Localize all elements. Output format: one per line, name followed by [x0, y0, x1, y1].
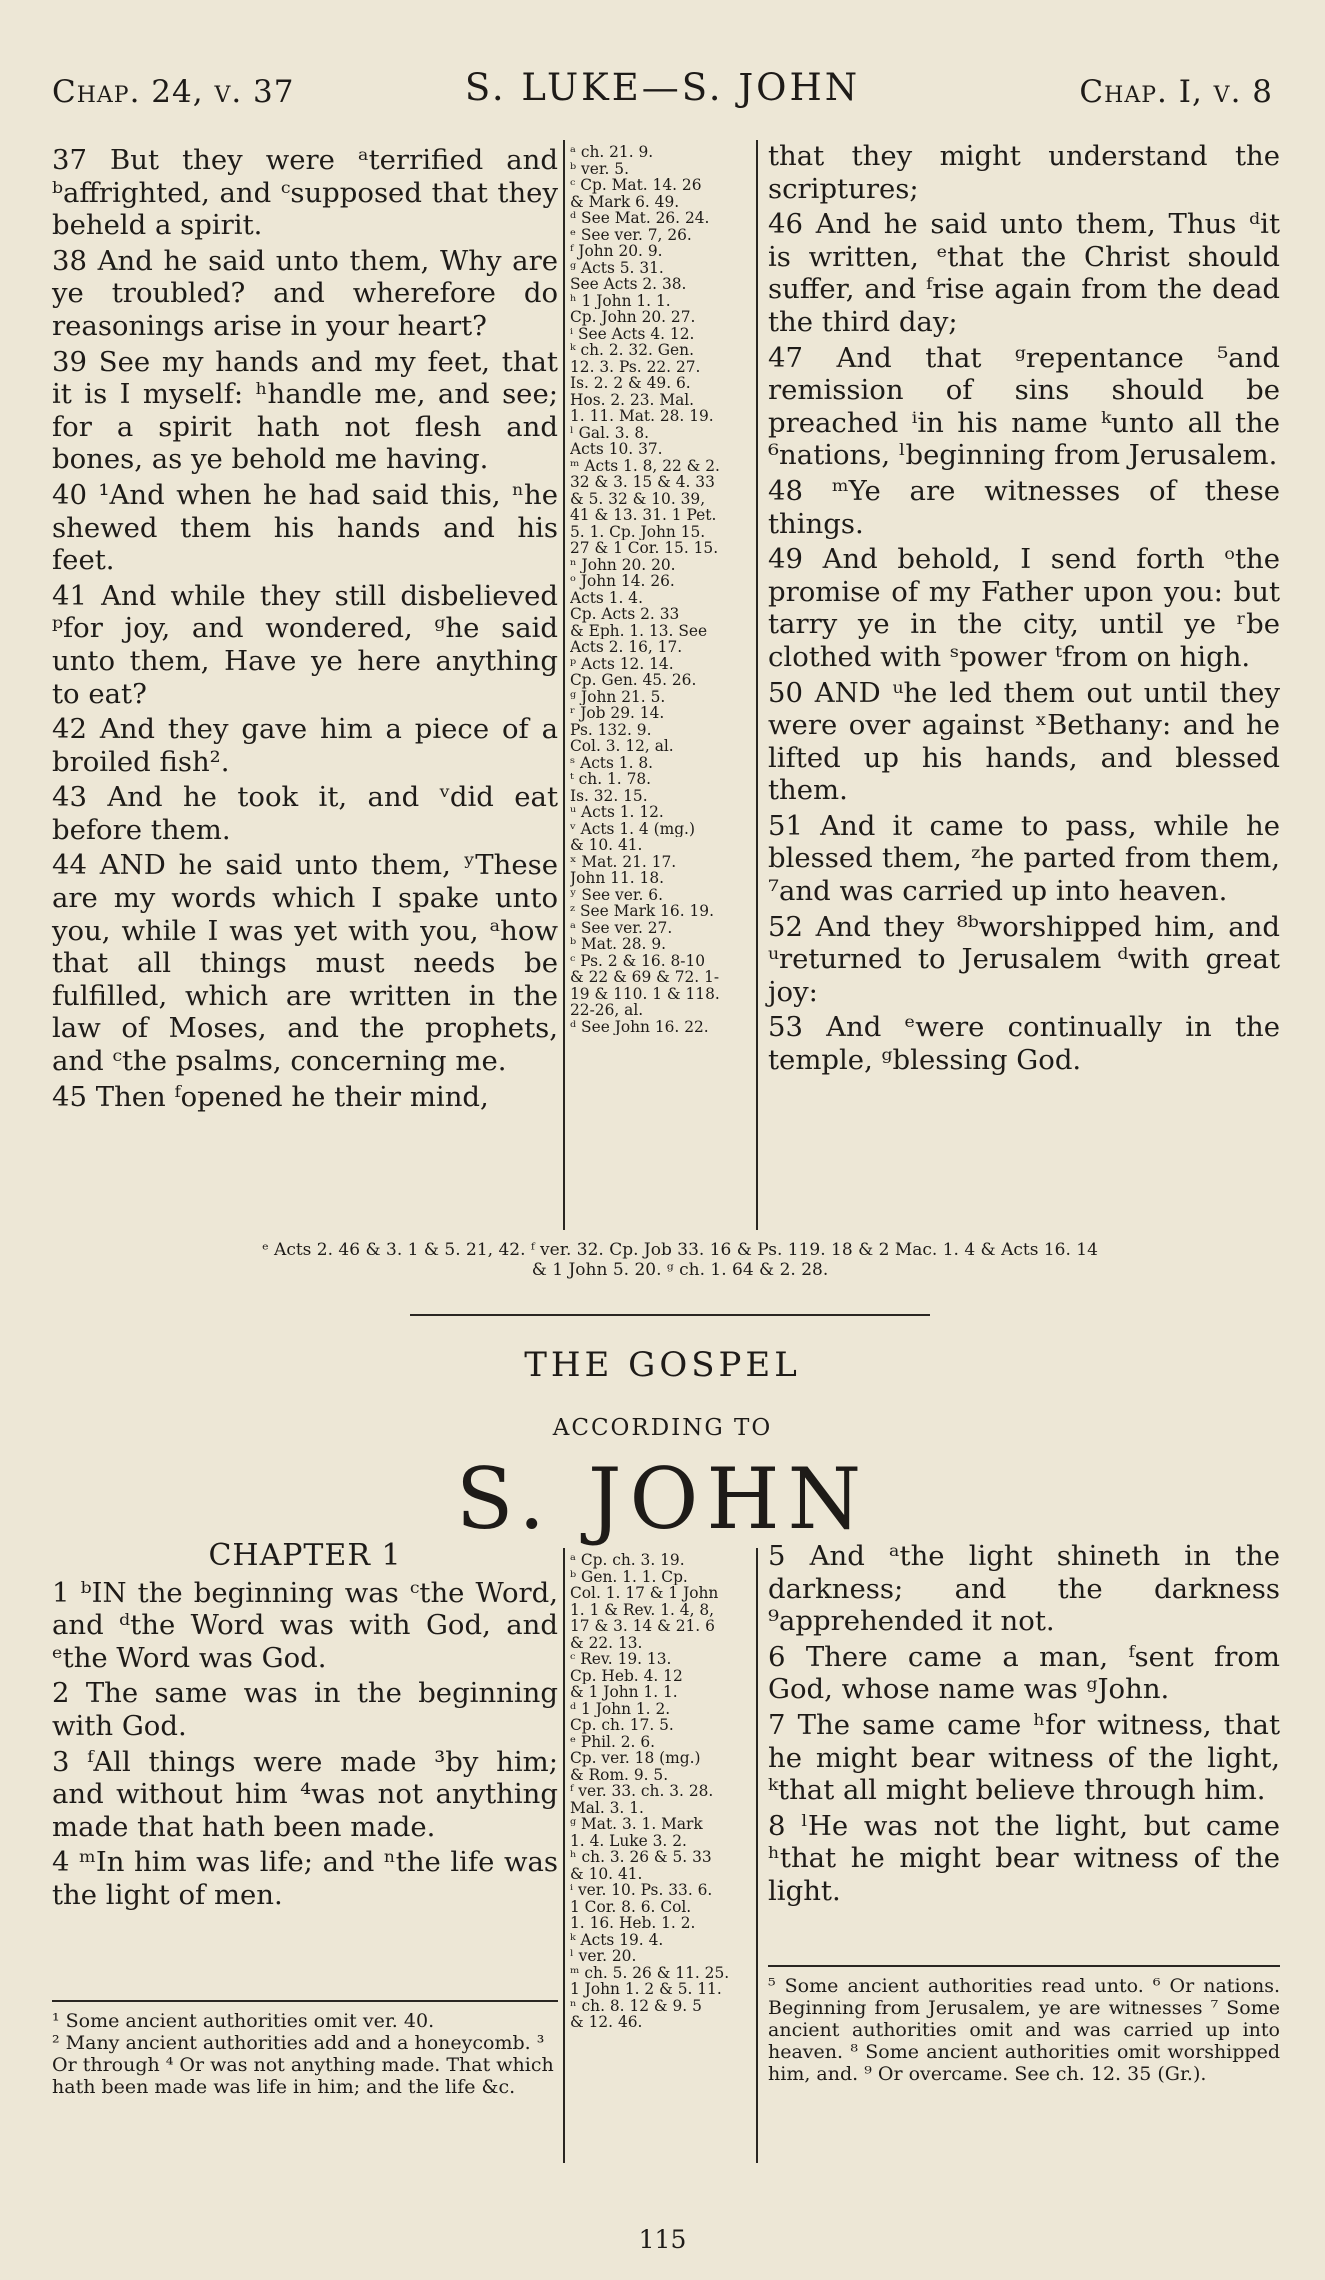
verse: 48 ᵐYe are witnesses of these things.	[768, 474, 1280, 540]
cross-ref: & Rom. 9. 5.	[570, 1766, 669, 1783]
verse: 51 And it came to pass, while he blessed them, ᶻhe parted from them, ⁷and was carried up into heaven.	[768, 809, 1280, 908]
verse: 3 ᶠAll things were made ³by him; and without him ⁴was not anything made that hath been made.	[52, 1745, 558, 1843]
column-rule	[563, 140, 565, 1230]
cross-ref: 32 & 3. 15 & 4. 33	[570, 474, 715, 491]
verse: 42 And they gave him a piece of a broiled fish².	[52, 713, 558, 778]
cross-ref: ˡ Gal. 3. 8.	[570, 424, 650, 441]
cross-ref: Acts 2. 16, 17.	[570, 639, 683, 656]
cross-ref: 27 & 1 Cor. 15. 15.	[570, 540, 719, 557]
verse: 41 And while they still disbelieved ᵖfor joy, and wondered, ᵍhe said unto them, Have ye here anything to eat?	[52, 579, 558, 710]
cross-ref: ᶜ Rev. 19. 13.	[570, 1651, 672, 1668]
column-rule	[756, 1548, 758, 2163]
cross-ref: Cp. John 20. 27.	[570, 309, 696, 326]
cross-ref: Is. 2. 2 & 49. 6.	[570, 375, 691, 392]
cross-ref: ʳ Job 29. 14.	[570, 705, 665, 722]
verse: 47 And that ᵍrepentance ⁵and remission of sins should be preached ⁱin his name ᵏunto all the ⁶nations, ˡbeginning from Jerusalem.	[768, 341, 1280, 472]
cross-ref: & 22 & 69 & 72. 1-	[570, 969, 720, 986]
footnote: ⁵ Some ancient authorities read unto. ⁶ Or nations. Beginning from Jerusalem, ye are witnesses ⁷ Some ancient authorities omit and was carried up into heaven. ⁸ Some ancient authorities omit worshipped him, and. ⁹ Or overcame. See ch. 12. 35 (Gr.).	[768, 1975, 1280, 2085]
cross-ref: ᵒ John 14. 26.	[570, 573, 675, 590]
luke-cross-references	[570, 142, 752, 1035]
cross-ref: ᵉ Phil. 2. 6.	[570, 1733, 656, 1750]
john-left-footnotes	[52, 2010, 558, 2098]
verse: 39 See my hands and my feet, that it is I myself: ʰhandle me, and see; for a spirit hath not flesh and bones, as ye behold me having.	[52, 345, 558, 476]
cross-ref: & 12. 46.	[570, 2014, 643, 2031]
john-left-column	[52, 1540, 558, 1915]
verse: 50 AND ᵘhe led them out until they were over against ˣBethany: and he lifted up his hands, and blessed them.	[768, 676, 1280, 807]
cross-ref: Col. 1. 17 & 1 John	[570, 1585, 719, 1602]
cross-ref: ˡ ver. 20.	[570, 1948, 637, 1965]
book-title: S. JOHN	[455, 1450, 870, 1548]
verse: 5 And ᵃthe light shineth in the darkness; and the darkness ⁹apprehended it not.	[768, 1540, 1280, 1638]
cross-ref: ᵉ See ver. 7, 26.	[570, 226, 692, 243]
running-header	[52, 66, 1273, 126]
cross-ref: ᵍ Acts 5. 31.	[570, 259, 664, 276]
column-rule	[563, 1548, 565, 2163]
cross-ref: 22-26, al.	[570, 1002, 644, 1019]
luke-right-column	[768, 140, 1280, 1080]
cross-ref: ᵇ Gen. 1. 1. Cp.	[570, 1568, 688, 1585]
verse: 38 And he said unto them, Why are ye troubled? and wherefore do reasonings arise in your heart?	[52, 244, 558, 342]
john-cross-references	[570, 1550, 752, 2031]
verse: 49 And behold, I send forth ᵒthe promise of my Father upon you: but tarry ye in the city, until ye ʳbe clothed with ˢpower ᵗfrom on high.	[768, 543, 1280, 673]
cross-ref: Ps. 132. 9.	[570, 721, 652, 738]
verse: 43 And he took it, and ᵛdid eat before them.	[52, 781, 558, 846]
cross-ref: ˢ Acts 1. 8.	[570, 754, 654, 771]
john-right-footnotes	[768, 1975, 1280, 2085]
footnote: ¹ Some ancient authorities omit ver. 40.	[52, 2010, 435, 2032]
cross-ref: 5. 1. Cp. John 15.	[570, 523, 706, 540]
verse: 7 The same came ʰfor witness, that he might bear witness of the light, ᵏthat all might believe through him.	[768, 1708, 1280, 1807]
cross-ref: ᵘ Acts 1. 12.	[570, 804, 664, 821]
cross-ref: & 22. 13.	[570, 1634, 643, 1651]
cross-ref: 1 John 1. 2 & 5. 11.	[570, 1981, 722, 1998]
cross-ref: & 1 John 1. 1.	[570, 1684, 678, 1701]
john-right-column	[768, 1540, 1280, 1911]
cross-ref: Hos. 2. 23. Mal.	[570, 391, 695, 408]
verse: 8 ˡHe was not the light, but came ʰthat he might bear witness of the light.	[768, 1809, 1280, 1907]
cross-ref: ⁿ ch. 8. 12 & 9. 5	[570, 1997, 702, 2014]
cross-ref: ᶠ John 20. 9.	[570, 243, 663, 260]
cross-ref: Cp. Gen. 45. 26.	[570, 672, 697, 689]
cross-ref: Is. 32. 15.	[570, 787, 648, 804]
cross-ref: ᶜ Ps. 2 & 16. 8-10	[570, 952, 706, 969]
cross-ref: 41 & 13. 31. 1 Pet.	[570, 507, 717, 524]
verse: 44 AND he said unto them, ʸThese are my words which I spake unto you, while I was yet with you, ᵃhow that all things must needs be fulfilled, which are written in the law of Moses, and the prophets, and ᶜthe psalms, concerning me.	[52, 849, 558, 1078]
gospel-title: THE GOSPEL	[524, 1345, 801, 1385]
cross-ref: ᵈ See Mat. 26. 24.	[570, 210, 710, 227]
cross-ref: ᵏ Acts 19. 4.	[570, 1931, 664, 1948]
cross-ref: 12. 3. Ps. 22. 27.	[570, 358, 701, 375]
section-divider	[410, 1314, 930, 1316]
verse: 40 ¹And when he had said this, ⁿhe shewed them his hands and his feet.	[52, 478, 558, 577]
cross-ref: ᶻ See Mark 16. 19.	[570, 903, 714, 920]
cross-ref: ⁿ John 20. 20.	[570, 556, 676, 573]
cross-ref: ᵃ Cp. ch. 3. 19.	[570, 1552, 685, 1569]
verse: 45 Then ᶠopened he their mind,	[52, 1080, 489, 1113]
cross-ref: Col. 3. 12, al.	[570, 738, 674, 755]
cross-ref: & 10. 41.	[570, 837, 643, 854]
footnote: ² Many ancient authorities add and a honeycomb. ³ Or through ⁴ Or was not anything made. That which hath been made was life in him; and the life &c.	[52, 2032, 554, 2098]
cross-ref: ᵇ Mat. 28. 9.	[570, 936, 667, 953]
verse: 52 And they ⁸ᵇworshipped him, and ᵘreturned to Jerusalem ᵈwith great joy:	[768, 910, 1280, 1008]
verse: that they might understand the scriptures;	[768, 140, 1280, 205]
cross-ref: Acts 10. 37.	[570, 441, 663, 458]
cross-ref: ʰ ch. 3. 26 & 5. 33	[570, 1849, 712, 1866]
header-book-title: S. LUKE—S. JOHN	[464, 66, 861, 109]
cross-ref: ᵏ ch. 2. 32. Gen.	[570, 342, 694, 359]
cross-ref: 19 & 110. 1 & 118.	[570, 985, 720, 1002]
cross-ref: ᵈ See John 16. 22.	[570, 1018, 709, 1035]
cross-ref: ᵍ Mat. 3. 1. Mark	[570, 1816, 703, 1833]
cross-ref: ᶜ Cp. Mat. 14. 26	[570, 177, 702, 194]
verse: 2 The same was in the beginning with God.	[52, 1677, 558, 1742]
cross-ref: See Acts 2. 38.	[570, 276, 687, 293]
footnote-rule	[768, 1965, 1280, 1967]
cross-ref: 1 Cor. 8. 6. Col.	[570, 1898, 692, 1915]
luke-left-column	[52, 144, 558, 1116]
cross-ref: ⁱ ver. 10. Ps. 33. 6.	[570, 1882, 713, 1899]
cross-ref: Mal. 3. 1.	[570, 1799, 644, 1816]
luke-bottom-references	[120, 1240, 1240, 1280]
cross-ref: 1. 11. Mat. 28. 19.	[570, 408, 714, 425]
header-chapter-right: Chap. I, v. 8	[1079, 74, 1273, 110]
cross-ref: Cp. ch. 17. 5.	[570, 1717, 674, 1734]
cross-ref: & Mark 6. 49.	[570, 193, 680, 210]
according-to: ACCORDING TO	[552, 1415, 773, 1441]
cross-ref: ᵛ Acts 1. 4 (mg.)	[570, 820, 695, 837]
cross-ref: ᵃ ch. 21. 9.	[570, 144, 654, 161]
verse: 1 ᵇIN the beginning was ᶜthe Word, and ᵈthe Word was with God, and ᵉthe Word was God.	[52, 1576, 558, 1674]
cross-ref: Cp. Acts 2. 33	[570, 606, 680, 623]
verse: 53 And ᵉwere continually in the temple, ᵍblessing God.	[768, 1011, 1280, 1077]
cross-ref: ʸ See ver. 6.	[570, 886, 663, 903]
cross-ref: ᵈ 1 John 1. 2.	[570, 1700, 671, 1717]
column-rule	[756, 140, 758, 1230]
cross-ref: ⁱ See Acts 4. 12.	[570, 325, 695, 342]
cross-ref: ᶠ ver. 33. ch. 3. 28.	[570, 1783, 714, 1800]
chapter-heading: CHAPTER 1	[208, 1538, 402, 1573]
cross-ref: ᵐ Acts 1. 8, 22 & 2.	[570, 457, 720, 474]
footnote-rule	[52, 2000, 558, 2002]
cross-ref: & Eph. 1. 13. See	[570, 622, 708, 639]
cross-ref: & 5. 32 & 10. 39,	[570, 490, 706, 507]
cross-ref: ᵍ John 21. 5.	[570, 688, 666, 705]
cross-ref: & 10. 41.	[570, 1865, 643, 1882]
cross-ref: ᵐ ch. 5. 26 & 11. 25.	[570, 1964, 730, 1981]
verse: 4 ᵐIn him was life; and ⁿthe life was the light of men.	[52, 1846, 558, 1911]
reference-line: ᵉ Acts 2. 46 & 3. 1 & 5. 21, 42. ᶠ ver. 32. Cp. Job 33. 16 & Ps. 119. 18 & 2 Mac. 1. 4 & Acts 16. 14	[262, 1240, 1098, 1260]
cross-ref: 1. 16. Heb. 1. 2.	[570, 1915, 696, 1932]
cross-ref: ˣ Mat. 21. 17.	[570, 853, 677, 870]
cross-ref: ᵖ Acts 12. 14.	[570, 655, 674, 672]
header-chapter-left: Chap. 24, v. 37	[52, 74, 295, 110]
cross-ref: ʰ 1 John 1. 1.	[570, 292, 671, 309]
cross-ref: 1. 1 & Rev. 1. 4, 8,	[570, 1601, 715, 1618]
verse: 37 But they were ᵃterrified and ᵇaffrighted, and ᶜsupposed that they beheld a spirit.	[52, 144, 558, 242]
reference-line: & 1 John 5. 20. ᵍ ch. 1. 64 & 2. 28.	[531, 1260, 829, 1280]
verse: 46 And he said unto them, Thus ᵈit is written, ᵉthat the Christ should suffer, and ᶠrise again from the dead the third day;	[768, 208, 1280, 338]
cross-ref: 17 & 3. 14 & 21. 6	[570, 1618, 715, 1635]
cross-ref: Cp. ver. 18 (mg.)	[570, 1750, 701, 1767]
cross-ref: Cp. Heb. 4. 12	[570, 1667, 683, 1684]
page-number: 115	[638, 2225, 687, 2254]
verse: 6 There came a man, ᶠsent from God, whose name was ᵍJohn.	[768, 1640, 1280, 1706]
cross-ref: ᵇ ver. 5.	[570, 160, 629, 177]
cross-ref: John 11. 18.	[570, 870, 664, 887]
cross-ref: ᵗ ch. 1. 78.	[570, 771, 652, 788]
cross-ref: Acts 1. 4.	[570, 589, 643, 606]
cross-ref: ᵃ See ver. 27.	[570, 919, 673, 936]
cross-ref: 1. 4. Luke 3. 2.	[570, 1832, 687, 1849]
